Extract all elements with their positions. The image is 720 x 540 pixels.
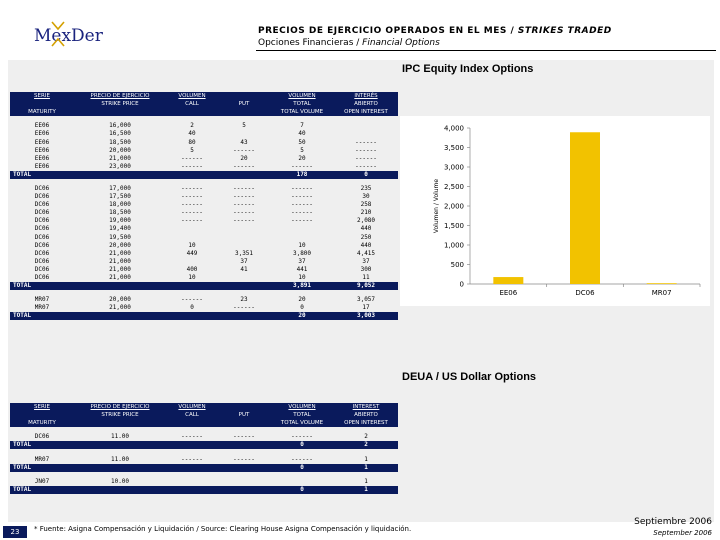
table-cell: 20,000	[109, 146, 131, 154]
column-header	[218, 403, 270, 411]
table-cell: ------	[233, 193, 255, 201]
table-cell: 400	[186, 265, 198, 273]
total-cell	[218, 464, 270, 472]
table-cell: ------	[181, 193, 203, 201]
column-header: SERIE	[10, 403, 74, 411]
table-cell: ------	[355, 162, 377, 170]
table-row	[10, 163, 398, 171]
table-cell	[218, 478, 270, 486]
table-cell: 449	[186, 249, 198, 257]
table-cell: MR07	[34, 296, 50, 304]
table-cell: ------	[233, 184, 255, 192]
table-row	[10, 185, 398, 193]
table-cell: ------	[291, 184, 313, 192]
table-cell: 5	[242, 122, 246, 130]
table-cell: EE06	[34, 122, 50, 130]
total-cell: 20	[270, 312, 334, 320]
table-cell: 20,000	[109, 296, 131, 304]
table-cell: 1	[364, 477, 368, 485]
total-row	[10, 282, 398, 290]
column-header	[218, 108, 270, 116]
total-cell	[74, 312, 166, 320]
table-cell: 300	[360, 265, 372, 273]
table-cell: 10	[188, 241, 196, 249]
table-cell: 3,057	[356, 296, 376, 304]
table-cell	[218, 130, 270, 138]
table-cell: 210	[360, 209, 372, 217]
table-cell: 5	[190, 146, 194, 154]
table-cell: 43	[240, 138, 248, 146]
table-cell: 440	[360, 225, 372, 233]
title-en: STRIKES TRADED	[517, 26, 612, 36]
column-header: INTEREST	[334, 403, 398, 411]
table-cell: 23,000	[109, 162, 131, 170]
table-cell	[334, 122, 398, 130]
table-cell: 18,500	[109, 209, 131, 217]
table-cell: 21,000	[109, 257, 131, 265]
table-cell: 21,000	[109, 304, 131, 312]
column-header: STRIKE PRICE	[74, 411, 166, 419]
table-cell: DC06	[34, 241, 50, 249]
total-cell: TOTAL	[10, 312, 74, 320]
table-cell	[270, 234, 334, 242]
table-cell: 19,400	[109, 225, 131, 233]
table-row	[10, 138, 398, 146]
table-cell: ------	[291, 209, 313, 217]
total-row	[10, 486, 398, 494]
total-cell: TOTAL	[10, 282, 74, 290]
title-es: PRECIOS DE EJERCICIO OPERADOS EN EL MES /	[258, 26, 518, 36]
table-cell: ------	[181, 209, 203, 217]
column-header: OPEN INTEREST	[334, 108, 398, 116]
table-cell: EE06	[34, 138, 50, 146]
table-cell: ------	[291, 162, 313, 170]
table-cell: 19,000	[109, 217, 131, 225]
total-cell	[218, 171, 270, 179]
column-header: VOLUMEN	[166, 92, 218, 100]
table-row	[10, 274, 398, 282]
table-cell: 21,000	[109, 154, 131, 162]
total-cell: 0	[334, 171, 398, 179]
column-header: SERIE	[10, 92, 74, 100]
table-cell: 10	[298, 274, 306, 282]
table-cell	[334, 130, 398, 138]
table-cell: 17,500	[109, 193, 131, 201]
table-cell	[218, 225, 270, 233]
table-cell	[166, 478, 218, 486]
table-cell: DC06	[34, 217, 50, 225]
table-cell: EE06	[34, 162, 50, 170]
table-cell: JN07	[34, 477, 50, 485]
table-cell: ------	[233, 146, 255, 154]
ipc-section-title: IPC Equity Index Options	[402, 63, 534, 75]
column-header: PRECIO DE EJERCICIO	[74, 92, 166, 100]
table-row	[10, 130, 398, 138]
logo-text: MexDer	[34, 26, 103, 46]
table-cell: 19,500	[109, 233, 131, 241]
header-row	[10, 92, 398, 100]
table-cell: DC06	[34, 184, 50, 192]
table-cell: DC06	[34, 201, 50, 209]
y-axis-label: Volumen / Volume	[433, 178, 440, 234]
x-tick-label: EE06	[499, 289, 518, 297]
table-row	[10, 193, 398, 201]
table-cell	[166, 225, 218, 233]
table-row	[10, 266, 398, 274]
table-cell: ------	[181, 296, 203, 304]
total-cell: TOTAL	[10, 464, 74, 472]
table-cell: 7	[300, 122, 304, 130]
total-row	[10, 171, 398, 179]
column-header: MATURITY	[10, 108, 74, 116]
page-number: 23	[3, 526, 27, 538]
table-row	[10, 242, 398, 250]
table-cell: 235	[360, 184, 372, 192]
mexder-logo	[34, 20, 103, 48]
table-cell: ------	[233, 433, 255, 441]
column-header	[166, 108, 218, 116]
total-cell	[218, 441, 270, 449]
column-header: TOTAL	[270, 100, 334, 108]
table-cell: 17	[362, 304, 370, 312]
column-header	[218, 92, 270, 100]
table-cell: 37	[240, 257, 248, 265]
table-cell: 40	[298, 130, 306, 138]
table-cell: ------	[291, 433, 313, 441]
header-row	[10, 411, 398, 419]
column-header: VOLUMEN	[270, 92, 334, 100]
column-header: VOLUMEN	[270, 403, 334, 411]
y-tick-label: 0	[459, 280, 464, 289]
total-cell	[74, 464, 166, 472]
x-tick-label: MR07	[651, 289, 672, 297]
table-cell: 17,000	[109, 184, 131, 192]
table-cell: 10.00	[110, 477, 130, 485]
table-row	[10, 201, 398, 209]
table-row	[10, 155, 398, 163]
y-tick-label: 500	[450, 261, 464, 269]
table-cell: 258	[360, 201, 372, 209]
table-cell	[218, 234, 270, 242]
column-header	[10, 100, 74, 108]
total-cell: TOTAL	[10, 486, 74, 494]
table-cell: EE06	[34, 154, 50, 162]
y-tick-label: 3,000	[443, 163, 464, 172]
table-cell: ------	[233, 209, 255, 217]
table-cell: ------	[181, 217, 203, 225]
total-cell	[74, 441, 166, 449]
column-header: ABIERTO	[334, 100, 398, 108]
table-cell: 11	[362, 274, 370, 282]
table-cell: 20,000	[109, 241, 131, 249]
table-cell: 18,500	[109, 138, 131, 146]
table-cell: EE06	[34, 130, 50, 138]
total-row	[10, 312, 398, 320]
total-cell: 9,052	[334, 282, 398, 290]
column-header: CALL	[166, 411, 218, 419]
y-tick-label: 2,000	[443, 202, 464, 211]
table-cell: 440	[360, 241, 372, 249]
table-cell: 41	[240, 265, 248, 273]
table-cell: 2,080	[356, 217, 376, 225]
table-cell: ------	[291, 193, 313, 201]
table-row	[10, 225, 398, 233]
bar-ee06	[493, 277, 523, 284]
table-cell: ------	[233, 217, 255, 225]
table-row	[10, 455, 398, 463]
table-cell: ------	[181, 433, 203, 441]
header-row	[10, 108, 398, 116]
table-row	[10, 250, 398, 258]
column-header	[74, 419, 166, 427]
table-cell: MR07	[34, 304, 50, 312]
y-tick-label: 2,500	[443, 183, 464, 191]
table-row	[10, 478, 398, 486]
table-cell: 10	[188, 274, 196, 282]
table-cell: 80	[188, 138, 196, 146]
table-cell: 4,415	[356, 249, 376, 257]
table-cell: 37	[298, 257, 306, 265]
table-cell: 11.00	[110, 455, 130, 463]
column-header	[166, 419, 218, 427]
table-cell: ------	[233, 304, 255, 312]
table-cell: 441	[296, 265, 308, 273]
table-cell: 5	[300, 146, 304, 154]
table-cell: 20	[298, 154, 306, 162]
table-cell: 1	[364, 455, 368, 463]
page-subtitle	[258, 38, 440, 48]
table-cell: 2	[364, 433, 368, 441]
table-row	[10, 122, 398, 130]
column-header: ABIERTO	[334, 411, 398, 419]
table-cell: 40	[188, 130, 196, 138]
column-header: PUT	[218, 411, 270, 419]
table-row	[10, 296, 398, 304]
table-cell: 0	[190, 304, 194, 312]
total-cell	[218, 282, 270, 290]
table-cell: 3,351	[234, 249, 254, 257]
total-cell: 0	[270, 464, 334, 472]
table-cell: 20	[240, 154, 248, 162]
total-cell	[166, 282, 218, 290]
table-row	[10, 433, 398, 441]
total-cell	[74, 486, 166, 494]
table-cell: EE06	[34, 146, 50, 154]
table-cell: DC06	[34, 233, 50, 241]
total-cell	[166, 486, 218, 494]
subtitle-en: Financial Options	[362, 38, 440, 48]
subtitle-es: Opciones Financieras /	[258, 38, 363, 48]
y-tick-label: 3,500	[443, 144, 464, 152]
table-cell: ------	[355, 146, 377, 154]
column-header: TOTAL VOLUME	[270, 108, 334, 116]
deua-strikes-table	[10, 403, 398, 494]
header-row	[10, 403, 398, 411]
table-cell: DC06	[34, 249, 50, 257]
table-cell: MR07	[34, 455, 50, 463]
column-header	[74, 108, 166, 116]
x-tick-label: DC06	[575, 289, 595, 297]
table-cell	[166, 234, 218, 242]
bar-mr07	[647, 283, 677, 284]
total-cell: 3,891	[270, 282, 334, 290]
deua-section-title: DEUA / US Dollar Options	[402, 371, 537, 383]
y-tick-label: 4,000	[443, 124, 464, 133]
table-cell: 2	[190, 122, 194, 130]
total-cell	[166, 464, 218, 472]
table-cell: 50	[298, 138, 306, 146]
table-cell: DC06	[34, 433, 50, 441]
total-cell	[166, 441, 218, 449]
table-cell: DC06	[34, 225, 50, 233]
total-cell	[74, 171, 166, 179]
header-divider	[256, 50, 716, 51]
table-cell	[270, 225, 334, 233]
table-cell: 16,500	[109, 130, 131, 138]
y-tick-label: 1,500	[443, 222, 464, 230]
total-cell	[166, 171, 218, 179]
table-cell: 37	[362, 257, 370, 265]
column-header: STRIKE PRICE	[74, 100, 166, 108]
table-cell: 21,000	[109, 265, 131, 273]
total-cell: 0	[270, 486, 334, 494]
table-cell: DC06	[34, 209, 50, 217]
total-row	[10, 441, 398, 449]
table-cell: 16,000	[109, 122, 131, 130]
table-row	[10, 304, 398, 312]
total-cell: 1	[334, 464, 398, 472]
table-cell: ------	[181, 162, 203, 170]
table-cell: 3,800	[292, 249, 312, 257]
table-cell: 11.00	[110, 433, 130, 441]
column-header	[10, 411, 74, 419]
table-row	[10, 258, 398, 266]
table-cell: ------	[181, 184, 203, 192]
table-cell: ------	[355, 154, 377, 162]
table-cell: DC06	[34, 193, 50, 201]
table-cell	[166, 258, 218, 266]
bar-dc06	[570, 132, 600, 284]
table-cell	[218, 242, 270, 250]
table-cell: ------	[355, 138, 377, 146]
table-row	[10, 234, 398, 242]
table-cell: ------	[181, 154, 203, 162]
column-header: PRECIO DE EJERCICIO	[74, 403, 166, 411]
total-cell: 1	[334, 486, 398, 494]
header-row	[10, 419, 398, 427]
ipc-strikes-table	[10, 92, 398, 320]
total-cell: TOTAL	[10, 441, 74, 449]
total-cell: 3,003	[334, 312, 398, 320]
column-header: MATURITY	[10, 419, 74, 427]
column-header: CALL	[166, 100, 218, 108]
table-cell: 20	[298, 296, 306, 304]
column-header: VOLUMEN	[166, 403, 218, 411]
table-cell: ------	[233, 162, 255, 170]
total-cell: 2	[334, 441, 398, 449]
total-cell	[166, 312, 218, 320]
table-cell: DC06	[34, 274, 50, 282]
total-cell	[218, 312, 270, 320]
table-cell: 21,000	[109, 249, 131, 257]
table-row	[10, 217, 398, 225]
page-title	[258, 26, 612, 36]
table-cell: DC06	[34, 257, 50, 265]
table-cell	[218, 274, 270, 282]
table-cell: ------	[233, 455, 255, 463]
column-header: INTERÉS	[334, 92, 398, 100]
table-cell: 250	[360, 233, 372, 241]
table-row	[10, 209, 398, 217]
ipc-volume-chart	[400, 116, 710, 306]
table-cell: ------	[291, 201, 313, 209]
source-footnote: * Fuente: Asigna Compensación y Liquidación / Source: Clearing House Asigna Compensación y liquidación.	[34, 525, 412, 533]
footer-date-en: September 2006	[653, 529, 712, 537]
table-cell: ------	[291, 455, 313, 463]
total-cell: 0	[270, 441, 334, 449]
table-cell: DC06	[34, 265, 50, 273]
column-header: OPEN INTEREST	[334, 419, 398, 427]
column-header: TOTAL	[270, 411, 334, 419]
table-cell: ------	[181, 201, 203, 209]
total-cell	[74, 282, 166, 290]
table-cell	[270, 478, 334, 486]
footer-date-es: Septiembre 2006	[634, 517, 712, 527]
total-cell: 178	[270, 171, 334, 179]
table-cell: 0	[300, 304, 304, 312]
table-cell: ------	[233, 201, 255, 209]
header-row	[10, 100, 398, 108]
table-cell: ------	[181, 455, 203, 463]
table-cell: 10	[298, 241, 306, 249]
table-cell: 23	[240, 296, 248, 304]
y-tick-label: 1,000	[443, 241, 464, 250]
column-header: TOTAL VOLUME	[270, 419, 334, 427]
total-cell	[218, 486, 270, 494]
total-row	[10, 464, 398, 472]
column-header	[218, 419, 270, 427]
table-cell: 30	[362, 193, 370, 201]
table-cell: 18,000	[109, 201, 131, 209]
column-header: PUT	[218, 100, 270, 108]
table-cell: ------	[291, 217, 313, 225]
table-row	[10, 147, 398, 155]
table-cell: 21,000	[109, 274, 131, 282]
total-cell: TOTAL	[10, 171, 74, 179]
